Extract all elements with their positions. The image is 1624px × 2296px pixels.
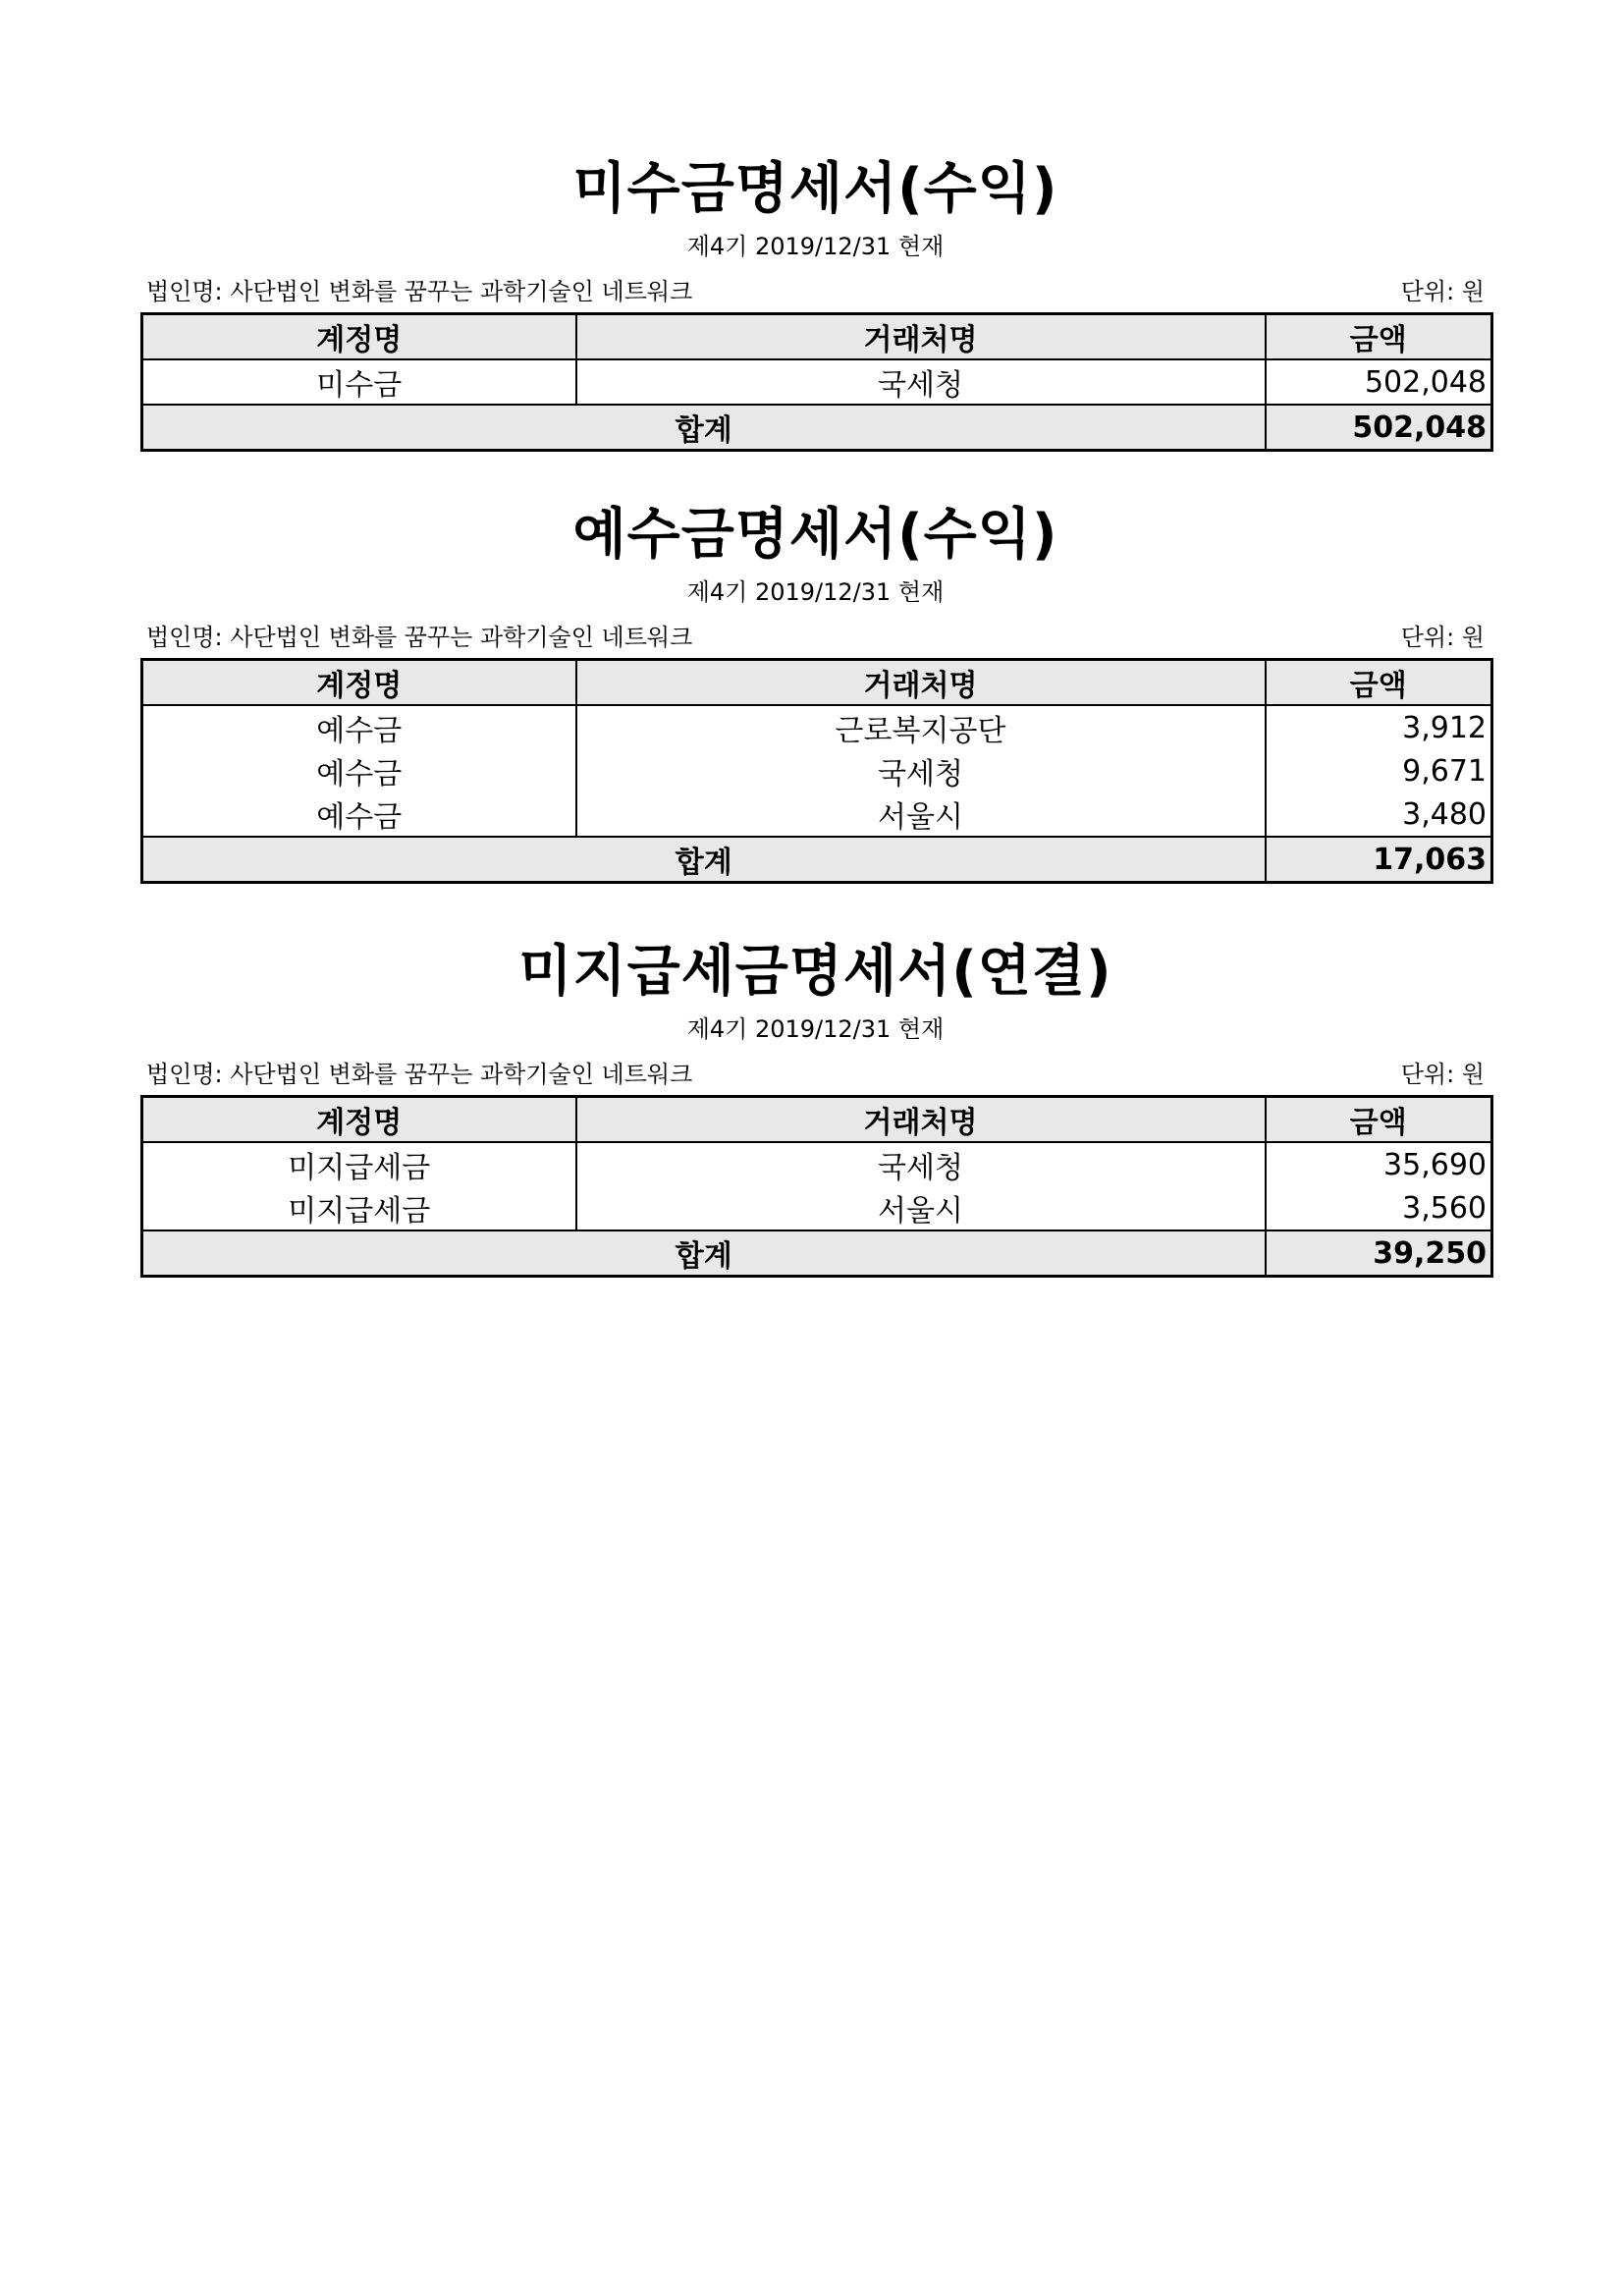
statement-title: 예수금명세서(수익): [572, 503, 1058, 567]
cell-vendor: 국세청: [576, 749, 1266, 793]
table-row: [142, 359, 1492, 405]
statement-table: [140, 658, 1493, 884]
corporation-name: 법인명: 사단법인 변화를 꿈꾸는 과학기술인 네트워크: [146, 624, 693, 651]
total-row: [142, 1230, 1492, 1277]
statement-table: [140, 1095, 1493, 1278]
cell-vendor: 서울시: [576, 793, 1266, 837]
total-row: [142, 405, 1492, 451]
header-account: 계정명: [142, 1097, 576, 1143]
receivables-statement: [140, 155, 1490, 452]
statement-title: 미수금명세서(수익): [572, 157, 1058, 221]
withholdings-statement: [140, 501, 1490, 884]
cell-vendor: 근로복지공단: [576, 705, 1266, 749]
cell-amount: 3,560: [1266, 1186, 1492, 1230]
cell-vendor: 국세청: [576, 1142, 1266, 1186]
cell-account: 예수금: [142, 793, 576, 837]
header-row: [142, 1097, 1492, 1143]
table-row: [142, 793, 1492, 837]
statement-meta: [140, 623, 1490, 652]
header-amount: 금액: [1266, 1097, 1492, 1143]
cell-amount: 35,690: [1266, 1142, 1492, 1186]
corporation-name: 법인명: 사단법인 변화를 꿈꾸는 과학기술인 네트워크: [146, 278, 693, 305]
total-amount: 17,063: [1266, 837, 1492, 883]
table-row: [142, 1186, 1492, 1230]
header-account: 계정명: [142, 660, 576, 706]
total-amount: 502,048: [1266, 405, 1492, 451]
header-vendor: 거래처명: [576, 314, 1266, 360]
statement-table: [140, 312, 1493, 452]
header-account: 계정명: [142, 314, 576, 360]
header-amount: 금액: [1266, 660, 1492, 706]
cell-account: 미수금: [142, 359, 576, 405]
cell-vendor: 서울시: [576, 1186, 1266, 1230]
cell-amount: 9,671: [1266, 749, 1492, 793]
cell-vendor: 국세청: [576, 359, 1266, 405]
unit-label: 단위: 원: [1400, 1061, 1485, 1088]
cell-account: 미지급세금: [142, 1142, 576, 1186]
statement-period: 제4기 2019/12/31 현재: [686, 1015, 945, 1043]
cell-account: 미지급세금: [142, 1186, 576, 1230]
total-label: 합계: [142, 405, 1266, 451]
statement-meta: [140, 1060, 1490, 1089]
statement-period: 제4기 2019/12/31 현재: [686, 578, 945, 606]
corporation-name: 법인명: 사단법인 변화를 꿈꾸는 과학기술인 네트워크: [146, 1061, 693, 1088]
total-label: 합계: [142, 837, 1266, 883]
header-vendor: 거래처명: [576, 660, 1266, 706]
unpaid-taxes-statement: [140, 938, 1490, 1278]
statement-title: 미지급세금명세서(연결): [518, 940, 1112, 1004]
cell-amount: 3,912: [1266, 705, 1492, 749]
statement-period: 제4기 2019/12/31 현재: [686, 233, 945, 260]
table-row: [142, 749, 1492, 793]
total-label: 합계: [142, 1230, 1266, 1277]
statement-meta: [140, 277, 1490, 306]
table-row: [142, 705, 1492, 749]
header-vendor: 거래처명: [576, 1097, 1266, 1143]
header-amount: 금액: [1266, 314, 1492, 360]
cell-account: 예수금: [142, 749, 576, 793]
unit-label: 단위: 원: [1400, 624, 1485, 651]
cell-amount: 502,048: [1266, 359, 1492, 405]
cell-amount: 3,480: [1266, 793, 1492, 837]
header-row: [142, 660, 1492, 706]
total-amount: 39,250: [1266, 1230, 1492, 1277]
table-row: [142, 1142, 1492, 1186]
header-row: [142, 314, 1492, 360]
unit-label: 단위: 원: [1400, 278, 1485, 305]
cell-account: 예수금: [142, 705, 576, 749]
total-row: [142, 837, 1492, 883]
